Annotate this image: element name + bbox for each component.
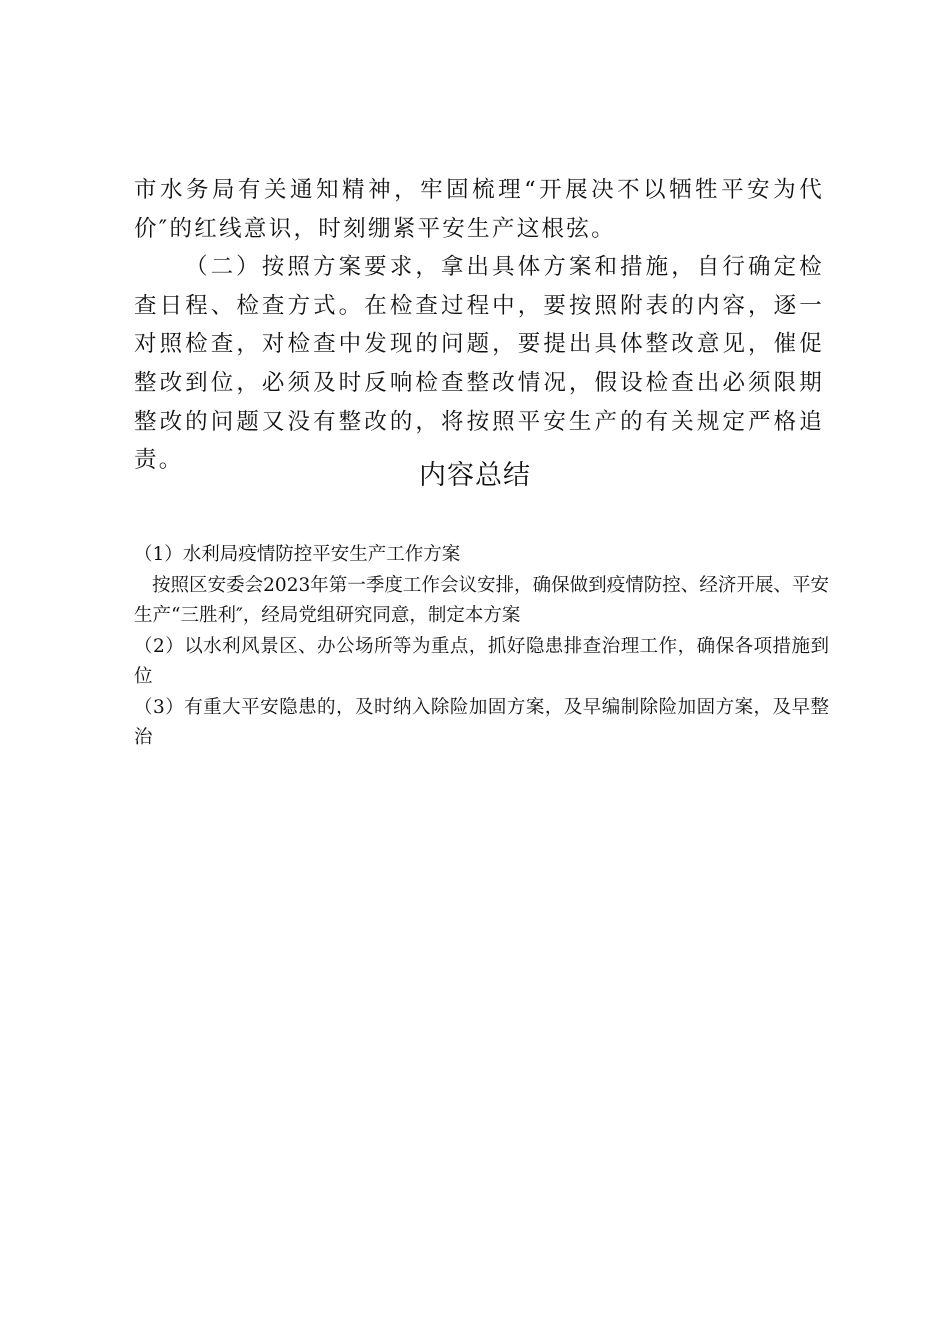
summary-item-2: （2）以水利风景区、办公场所等为重点，抓好隐患排查治理工作，确保各项措施到位 — [134, 635, 829, 687]
body-paragraph-1: 市水务局有关通知精神，牢固梳理“开展决不以牺牲平安为代价″的红线意识，时刻绷紧平安生产这根弦。 — [134, 177, 824, 242]
summary-section — [134, 540, 829, 754]
summary-item-3: （3）有重大平安隐患的，及时纳入除险加固方案，及早编制除险加固方案，及早整治 — [134, 696, 829, 748]
body-paragraph-2: （二）按照方案要求，拿出具体方案和措施，自行确定检查日程、检查方式。在检查过程中，要按照附表的内容，逐一对照检查，对检查中发现的问题，要提出具体整改意见，催促整改到位，必须及时反响检查整改情况，假设检查出必须限期整改的问题又没有整改的，将按照平安生产的有关规定严格追责。 — [134, 254, 824, 474]
body-text — [134, 171, 824, 480]
summary-heading: 内容总结 — [419, 460, 531, 491]
summary-item-1: （1）水利局疫情防控平安生产工作方案 — [134, 544, 461, 565]
summary-item-1-detail: 按照区安委会2023年第一季度工作会议安排，确保做到疫情防控、经济开展、平安生产“三胜利″，经局党组研究同意，制定本方案 — [134, 574, 829, 626]
